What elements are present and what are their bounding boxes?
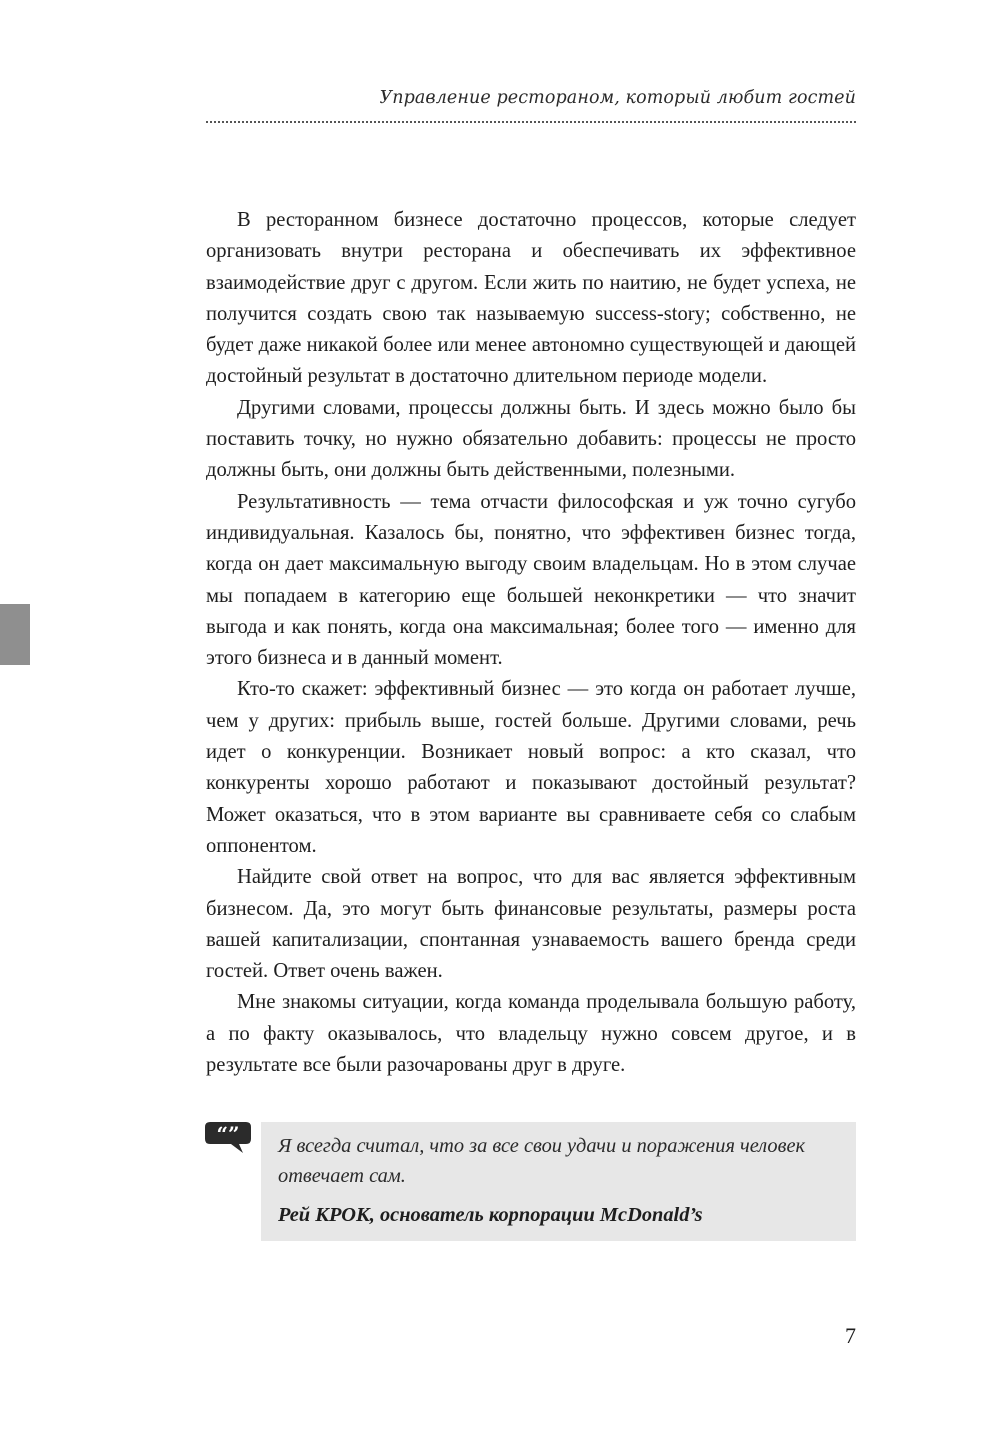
paragraph: Мне знакомы ситуации, когда команда проделывала большую работу, а по факту оказывалось, что владельцу нужно совсем другое, и в результате все были разочарованы друг в друге. — [206, 991, 856, 1077]
paragraph: Найдите свой ответ на вопрос, что для вас является эффективным бизнесом. Да, это могут быть финансовые результаты, размеры роста вашей капитализации, спонтанная узнаваемость вашего бренда среди гостей. Ответ очень важен. — [206, 866, 856, 983]
paragraph: Результативность — тема отчасти философская и уж точно сугубо индивидуальная. Казалось бы, понятно, что эффективен бизнес тогда, когда он дает максимальную выгоду своим владельцам. Но в этом случае мы попадаем в категорию еще большей неконкретики — что значит выгода и как понять, когда она максимальная; более того — именно для этого бизнеса и в данный момент. — [206, 490, 856, 670]
quote-text: Я всегда считал, что за все свои удачи и поражения человек отвечает сам. — [278, 1135, 806, 1187]
paragraph: Другими словами, процессы должны быть. И здесь можно было бы поставить точку, но нужно обязательно добавить: процессы не просто должны быть, они должны быть действенными, полезными. — [206, 396, 856, 482]
page-number: 7 — [845, 1323, 856, 1348]
chapter-edge-tab — [0, 604, 30, 665]
running-header: Управление рестораном, который любит гостей — [379, 88, 856, 108]
quote-bubble-icon — [205, 1122, 251, 1154]
paragraph: Кто-то скажет: эффективный бизнес — это когда он работает лучше, чем у других: прибыль выше, гостей больше. Другими словами, речь идет о конкуренции. Возникает новый вопрос: а кто сказал, что конкуренты хорошо работают и показывают достойный результат? Может оказаться, что в этом варианте вы сравниваете себя со слабым оппонентом. — [206, 678, 856, 857]
body-text — [206, 205, 856, 1081]
quote-box — [261, 1122, 856, 1241]
header-divider — [206, 121, 856, 123]
quote-author: Рей КРОК, основатель корпорации McDonald’s — [278, 1204, 703, 1226]
paragraph: В ресторанном бизнесе достаточно процессов, которые следует организовать внутри ресторана и обеспечивать их эффективное взаимодействие друг с другом. Если жить по наитию, не будет успеха, не получится создать свою так называемую success-story; собственно, не будет даже никакой более или менее автономно существующей и дающей достойный результат в достаточно длительном периоде модели. — [206, 209, 856, 388]
svg-text:“”: “” — [216, 1122, 240, 1146]
